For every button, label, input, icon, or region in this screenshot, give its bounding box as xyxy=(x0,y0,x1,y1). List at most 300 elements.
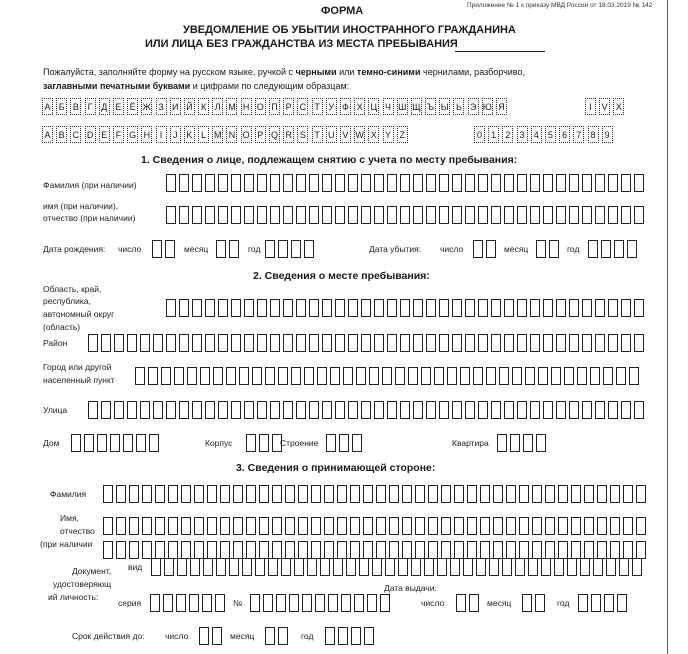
input-cell[interactable] xyxy=(192,174,202,192)
input-cell[interactable] xyxy=(473,367,483,385)
input-cell[interactable] xyxy=(129,541,139,559)
input-cell[interactable] xyxy=(244,299,254,317)
input-cell[interactable] xyxy=(428,517,438,535)
input-cell[interactable] xyxy=(632,558,642,576)
input-cell[interactable] xyxy=(97,434,107,452)
input-cell[interactable] xyxy=(348,334,358,352)
input-cell[interactable] xyxy=(426,174,436,192)
input-cell[interactable] xyxy=(129,517,139,535)
input-cell[interactable] xyxy=(428,485,438,503)
name-field[interactable] xyxy=(166,206,647,224)
input-cell[interactable] xyxy=(325,627,335,645)
input-cell[interactable] xyxy=(567,558,577,576)
house-field[interactable] xyxy=(71,434,162,452)
input-cell[interactable] xyxy=(374,401,384,419)
input-cell[interactable] xyxy=(606,558,616,576)
input-cell[interactable] xyxy=(467,485,477,503)
input-cell[interactable] xyxy=(283,299,293,317)
input-cell[interactable] xyxy=(205,206,215,224)
input-cell[interactable] xyxy=(127,401,137,419)
input-cell[interactable] xyxy=(150,594,160,612)
input-cell[interactable] xyxy=(374,299,384,317)
input-cell[interactable] xyxy=(298,541,308,559)
input-cell[interactable] xyxy=(333,558,343,576)
input-cell[interactable] xyxy=(166,401,176,419)
input-cell[interactable] xyxy=(84,434,94,452)
input-cell[interactable] xyxy=(142,517,152,535)
input-cell[interactable] xyxy=(634,334,644,352)
input-cell[interactable] xyxy=(350,485,360,503)
input-cell[interactable] xyxy=(374,334,384,352)
input-cell[interactable] xyxy=(296,401,306,419)
input-cell[interactable] xyxy=(441,517,451,535)
input-cell[interactable] xyxy=(244,174,254,192)
input-cell[interactable] xyxy=(535,594,545,612)
input-cell[interactable] xyxy=(309,401,319,419)
input-cell[interactable] xyxy=(161,367,171,385)
input-cell[interactable] xyxy=(302,594,312,612)
input-cell[interactable] xyxy=(374,174,384,192)
input-cell[interactable] xyxy=(590,367,600,385)
input-cell[interactable] xyxy=(335,206,345,224)
input-cell[interactable] xyxy=(595,334,605,352)
input-cell[interactable] xyxy=(192,334,202,352)
input-cell[interactable] xyxy=(601,240,611,258)
input-cell[interactable] xyxy=(398,558,408,576)
input-cell[interactable] xyxy=(207,541,217,559)
departure-day-field[interactable] xyxy=(473,240,499,258)
input-cell[interactable] xyxy=(283,334,293,352)
input-cell[interactable] xyxy=(530,206,540,224)
input-cell[interactable] xyxy=(311,485,321,503)
input-cell[interactable] xyxy=(350,541,360,559)
input-cell[interactable] xyxy=(153,401,163,419)
input-cell[interactable] xyxy=(517,401,527,419)
input-cell[interactable] xyxy=(218,299,228,317)
input-cell[interactable] xyxy=(296,174,306,192)
input-cell[interactable] xyxy=(595,401,605,419)
input-cell[interactable] xyxy=(532,541,542,559)
input-cell[interactable] xyxy=(424,558,434,576)
input-cell[interactable] xyxy=(110,434,120,452)
input-cell[interactable] xyxy=(166,334,176,352)
input-cell[interactable] xyxy=(582,334,592,352)
input-cell[interactable] xyxy=(372,558,382,576)
input-cell[interactable] xyxy=(545,541,555,559)
input-cell[interactable] xyxy=(519,517,529,535)
input-cell[interactable] xyxy=(439,401,449,419)
input-cell[interactable] xyxy=(181,517,191,535)
input-cell[interactable] xyxy=(621,334,631,352)
input-cell[interactable] xyxy=(250,594,260,612)
input-cell[interactable] xyxy=(491,334,501,352)
input-cell[interactable] xyxy=(564,367,574,385)
input-cell[interactable] xyxy=(153,334,163,352)
input-cell[interactable] xyxy=(272,541,282,559)
input-cell[interactable] xyxy=(350,517,360,535)
input-cell[interactable] xyxy=(129,485,139,503)
input-cell[interactable] xyxy=(339,434,349,452)
input-cell[interactable] xyxy=(216,240,226,258)
input-cell[interactable] xyxy=(452,206,462,224)
input-cell[interactable] xyxy=(135,367,145,385)
input-cell[interactable] xyxy=(296,206,306,224)
input-cell[interactable] xyxy=(136,434,146,452)
input-cell[interactable] xyxy=(361,206,371,224)
host-name-field-2[interactable] xyxy=(103,541,649,559)
input-cell[interactable] xyxy=(595,299,605,317)
input-cell[interactable] xyxy=(415,541,425,559)
input-cell[interactable] xyxy=(289,594,299,612)
input-cell[interactable] xyxy=(621,299,631,317)
input-cell[interactable] xyxy=(285,485,295,503)
input-cell[interactable] xyxy=(545,485,555,503)
input-cell[interactable] xyxy=(192,299,202,317)
input-cell[interactable] xyxy=(491,401,501,419)
input-cell[interactable] xyxy=(352,434,362,452)
input-cell[interactable] xyxy=(326,434,336,452)
input-cell[interactable] xyxy=(434,367,444,385)
input-cell[interactable] xyxy=(335,334,345,352)
input-cell[interactable] xyxy=(190,558,200,576)
input-cell[interactable] xyxy=(382,367,392,385)
input-cell[interactable] xyxy=(291,367,301,385)
input-cell[interactable] xyxy=(614,240,624,258)
input-cell[interactable] xyxy=(454,485,464,503)
input-cell[interactable] xyxy=(285,517,295,535)
input-cell[interactable] xyxy=(597,541,607,559)
input-cell[interactable] xyxy=(351,627,361,645)
input-cell[interactable] xyxy=(335,401,345,419)
input-cell[interactable] xyxy=(493,541,503,559)
input-cell[interactable] xyxy=(140,334,150,352)
input-cell[interactable] xyxy=(380,594,390,612)
apartment-field[interactable] xyxy=(497,434,549,452)
input-cell[interactable] xyxy=(276,594,286,612)
validity-day-field[interactable] xyxy=(199,627,225,645)
input-cell[interactable] xyxy=(486,367,496,385)
input-cell[interactable] xyxy=(512,367,522,385)
input-cell[interactable] xyxy=(270,174,280,192)
input-cell[interactable] xyxy=(376,541,386,559)
input-cell[interactable] xyxy=(101,401,111,419)
issue-month-field[interactable] xyxy=(522,594,548,612)
input-cell[interactable] xyxy=(610,541,620,559)
input-cell[interactable] xyxy=(636,485,646,503)
input-cell[interactable] xyxy=(259,485,269,503)
input-cell[interactable] xyxy=(231,206,241,224)
input-cell[interactable] xyxy=(257,334,267,352)
birth-day-field[interactable] xyxy=(152,240,178,258)
input-cell[interactable] xyxy=(480,517,490,535)
input-cell[interactable] xyxy=(337,485,347,503)
input-cell[interactable] xyxy=(469,594,479,612)
input-cell[interactable] xyxy=(268,558,278,576)
input-cell[interactable] xyxy=(179,174,189,192)
input-cell[interactable] xyxy=(364,627,374,645)
input-cell[interactable] xyxy=(309,174,319,192)
input-cell[interactable] xyxy=(181,541,191,559)
input-cell[interactable] xyxy=(220,517,230,535)
input-cell[interactable] xyxy=(608,174,618,192)
input-cell[interactable] xyxy=(116,485,126,503)
input-cell[interactable] xyxy=(149,434,159,452)
input-cell[interactable] xyxy=(103,541,113,559)
input-cell[interactable] xyxy=(549,240,559,258)
input-cell[interactable] xyxy=(413,174,423,192)
input-cell[interactable] xyxy=(294,558,304,576)
input-cell[interactable] xyxy=(597,517,607,535)
input-cell[interactable] xyxy=(346,558,356,576)
input-cell[interactable] xyxy=(395,367,405,385)
input-cell[interactable] xyxy=(608,299,618,317)
input-cell[interactable] xyxy=(528,558,538,576)
input-cell[interactable] xyxy=(452,401,462,419)
input-cell[interactable] xyxy=(233,485,243,503)
input-cell[interactable] xyxy=(571,541,581,559)
input-cell[interactable] xyxy=(530,299,540,317)
input-cell[interactable] xyxy=(584,541,594,559)
input-cell[interactable] xyxy=(356,367,366,385)
birth-month-field[interactable] xyxy=(216,240,242,258)
input-cell[interactable] xyxy=(348,174,358,192)
input-cell[interactable] xyxy=(617,594,627,612)
input-cell[interactable] xyxy=(244,401,254,419)
input-cell[interactable] xyxy=(361,334,371,352)
input-cell[interactable] xyxy=(114,334,124,352)
issue-year-field[interactable] xyxy=(578,594,630,612)
input-cell[interactable] xyxy=(441,485,451,503)
input-cell[interactable] xyxy=(205,174,215,192)
input-cell[interactable] xyxy=(439,206,449,224)
input-cell[interactable] xyxy=(181,485,191,503)
input-cell[interactable] xyxy=(426,334,436,352)
input-cell[interactable] xyxy=(155,517,165,535)
input-cell[interactable] xyxy=(363,517,373,535)
input-cell[interactable] xyxy=(304,240,314,258)
input-cell[interactable] xyxy=(593,558,603,576)
input-cell[interactable] xyxy=(460,367,470,385)
input-cell[interactable] xyxy=(328,594,338,612)
input-cell[interactable] xyxy=(218,174,228,192)
input-cell[interactable] xyxy=(88,334,98,352)
issue-day-field[interactable] xyxy=(456,594,482,612)
input-cell[interactable] xyxy=(582,174,592,192)
input-cell[interactable] xyxy=(558,541,568,559)
input-cell[interactable] xyxy=(244,206,254,224)
input-cell[interactable] xyxy=(517,174,527,192)
input-cell[interactable] xyxy=(421,367,431,385)
input-cell[interactable] xyxy=(491,206,501,224)
input-cell[interactable] xyxy=(616,367,626,385)
input-cell[interactable] xyxy=(168,517,178,535)
input-cell[interactable] xyxy=(543,206,553,224)
input-cell[interactable] xyxy=(387,174,397,192)
doc-series-field[interactable] xyxy=(150,594,228,612)
input-cell[interactable] xyxy=(322,206,332,224)
input-cell[interactable] xyxy=(530,334,540,352)
departure-year-field[interactable] xyxy=(588,240,640,258)
input-cell[interactable] xyxy=(387,334,397,352)
input-cell[interactable] xyxy=(166,174,176,192)
input-cell[interactable] xyxy=(543,174,553,192)
input-cell[interactable] xyxy=(252,367,262,385)
input-cell[interactable] xyxy=(233,517,243,535)
input-cell[interactable] xyxy=(634,206,644,224)
input-cell[interactable] xyxy=(627,240,637,258)
input-cell[interactable] xyxy=(361,174,371,192)
input-cell[interactable] xyxy=(257,174,267,192)
input-cell[interactable] xyxy=(478,299,488,317)
input-cell[interactable] xyxy=(200,367,210,385)
input-cell[interactable] xyxy=(309,299,319,317)
host-name-field[interactable] xyxy=(103,517,649,535)
input-cell[interactable] xyxy=(532,517,542,535)
input-cell[interactable] xyxy=(569,206,579,224)
input-cell[interactable] xyxy=(400,299,410,317)
input-cell[interactable] xyxy=(309,206,319,224)
input-cell[interactable] xyxy=(577,367,587,385)
input-cell[interactable] xyxy=(400,401,410,419)
input-cell[interactable] xyxy=(229,240,239,258)
input-cell[interactable] xyxy=(257,401,267,419)
input-cell[interactable] xyxy=(278,240,288,258)
input-cell[interactable] xyxy=(515,558,525,576)
input-cell[interactable] xyxy=(480,541,490,559)
input-cell[interactable] xyxy=(582,206,592,224)
input-cell[interactable] xyxy=(621,206,631,224)
input-cell[interactable] xyxy=(491,174,501,192)
input-cell[interactable] xyxy=(452,174,462,192)
input-cell[interactable] xyxy=(530,401,540,419)
input-cell[interactable] xyxy=(400,206,410,224)
input-cell[interactable] xyxy=(506,517,516,535)
input-cell[interactable] xyxy=(634,174,644,192)
input-cell[interactable] xyxy=(296,334,306,352)
structure-field[interactable] xyxy=(326,434,365,452)
input-cell[interactable] xyxy=(389,541,399,559)
input-cell[interactable] xyxy=(246,541,256,559)
input-cell[interactable] xyxy=(491,299,501,317)
input-cell[interactable] xyxy=(569,174,579,192)
input-cell[interactable] xyxy=(246,517,256,535)
input-cell[interactable] xyxy=(465,174,475,192)
input-cell[interactable] xyxy=(478,334,488,352)
input-cell[interactable] xyxy=(608,334,618,352)
input-cell[interactable] xyxy=(123,434,133,452)
input-cell[interactable] xyxy=(454,541,464,559)
input-cell[interactable] xyxy=(179,334,189,352)
input-cell[interactable] xyxy=(517,334,527,352)
input-cell[interactable] xyxy=(341,594,351,612)
input-cell[interactable] xyxy=(504,174,514,192)
input-cell[interactable] xyxy=(478,206,488,224)
input-cell[interactable] xyxy=(194,517,204,535)
input-cell[interactable] xyxy=(454,517,464,535)
input-cell[interactable] xyxy=(272,485,282,503)
input-cell[interactable] xyxy=(619,558,629,576)
doc-kind-field[interactable] xyxy=(151,558,645,576)
input-cell[interactable] xyxy=(155,541,165,559)
input-cell[interactable] xyxy=(450,558,460,576)
host-surname-field[interactable] xyxy=(103,485,649,503)
input-cell[interactable] xyxy=(413,206,423,224)
input-cell[interactable] xyxy=(320,558,330,576)
input-cell[interactable] xyxy=(588,240,598,258)
input-cell[interactable] xyxy=(530,174,540,192)
input-cell[interactable] xyxy=(220,541,230,559)
input-cell[interactable] xyxy=(155,485,165,503)
street-field[interactable] xyxy=(88,401,647,419)
input-cell[interactable] xyxy=(463,558,473,576)
input-cell[interactable] xyxy=(311,541,321,559)
input-cell[interactable] xyxy=(473,240,483,258)
input-cell[interactable] xyxy=(478,401,488,419)
input-cell[interactable] xyxy=(543,401,553,419)
input-cell[interactable] xyxy=(402,485,412,503)
input-cell[interactable] xyxy=(608,401,618,419)
input-cell[interactable] xyxy=(270,401,280,419)
input-cell[interactable] xyxy=(541,558,551,576)
input-cell[interactable] xyxy=(361,401,371,419)
input-cell[interactable] xyxy=(413,334,423,352)
input-cell[interactable] xyxy=(621,174,631,192)
input-cell[interactable] xyxy=(359,558,369,576)
input-cell[interactable] xyxy=(603,367,613,385)
input-cell[interactable] xyxy=(148,367,158,385)
input-cell[interactable] xyxy=(177,558,187,576)
input-cell[interactable] xyxy=(385,558,395,576)
input-cell[interactable] xyxy=(317,367,327,385)
input-cell[interactable] xyxy=(166,299,176,317)
input-cell[interactable] xyxy=(335,174,345,192)
input-cell[interactable] xyxy=(543,334,553,352)
input-cell[interactable] xyxy=(621,401,631,419)
input-cell[interactable] xyxy=(255,558,265,576)
input-cell[interactable] xyxy=(489,558,499,576)
input-cell[interactable] xyxy=(551,367,561,385)
input-cell[interactable] xyxy=(629,367,639,385)
input-cell[interactable] xyxy=(556,299,566,317)
input-cell[interactable] xyxy=(428,541,438,559)
input-cell[interactable] xyxy=(536,434,546,452)
input-cell[interactable] xyxy=(363,541,373,559)
input-cell[interactable] xyxy=(415,485,425,503)
input-cell[interactable] xyxy=(322,401,332,419)
input-cell[interactable] xyxy=(218,206,228,224)
input-cell[interactable] xyxy=(402,541,412,559)
input-cell[interactable] xyxy=(307,558,317,576)
input-cell[interactable] xyxy=(510,434,520,452)
input-cell[interactable] xyxy=(315,594,325,612)
input-cell[interactable] xyxy=(207,485,217,503)
input-cell[interactable] xyxy=(361,299,371,317)
input-cell[interactable] xyxy=(437,558,447,576)
input-cell[interactable] xyxy=(597,485,607,503)
input-cell[interactable] xyxy=(426,206,436,224)
input-cell[interactable] xyxy=(233,541,243,559)
input-cell[interactable] xyxy=(179,401,189,419)
input-cell[interactable] xyxy=(164,558,174,576)
input-cell[interactable] xyxy=(480,485,490,503)
input-cell[interactable] xyxy=(374,206,384,224)
input-cell[interactable] xyxy=(244,334,254,352)
input-cell[interactable] xyxy=(478,174,488,192)
input-cell[interactable] xyxy=(476,558,486,576)
input-cell[interactable] xyxy=(634,401,644,419)
input-cell[interactable] xyxy=(343,367,353,385)
input-cell[interactable] xyxy=(569,401,579,419)
